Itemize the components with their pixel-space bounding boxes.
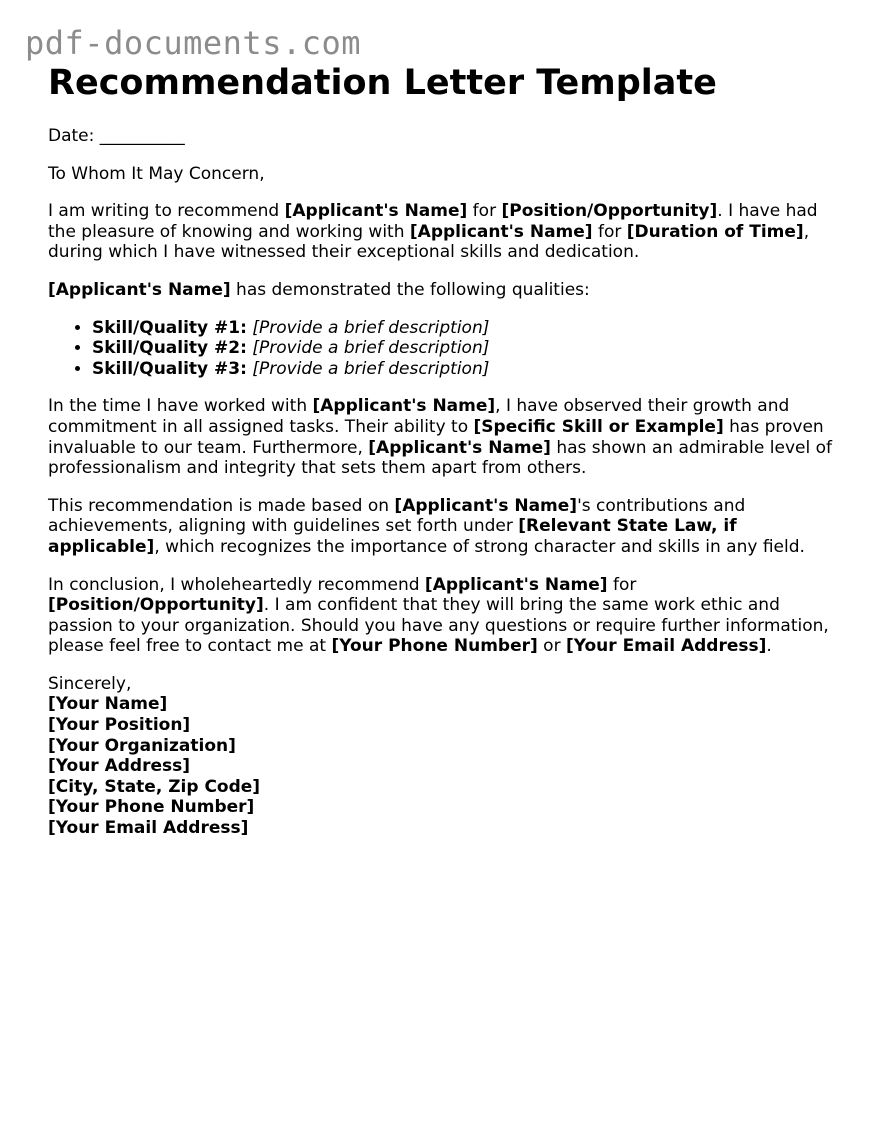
placeholder-applicant-name: [Applicant's Name]: [48, 279, 231, 300]
paragraph-qualities-intro: [Applicant's Name] has demonstrated the following qualities:: [48, 279, 590, 300]
placeholder-duration: [Duration of Time]: [626, 221, 804, 242]
placeholder-position: [Position/Opportunity]: [501, 201, 718, 222]
closing: Sincerely,: [48, 673, 132, 694]
paragraph-conclusion: In conclusion, I wholeheartedly recommend [Applicant's Name] for [Position/Opportunity]. I am confident that they will bring the same work ethic and passion to your organization. Should you have any questions or require further information, please feel free to contact me at [Your Phone Number] or [Your Email Address].: [48, 574, 829, 657]
quality-description: [Provide a brief description]: [252, 358, 490, 379]
signature-block: [48, 674, 848, 839]
signature-phone: [Your Phone Number]: [48, 797, 255, 818]
placeholder-applicant-name: [Applicant's Name]: [284, 201, 468, 222]
paragraph-basis: This recommendation is made based on [Applicant's Name]'s contributions and achievements, aligning with guidelines set forth under [Relevant State Law, if applicable], which recognizes the importance of strong character and skills in any field.: [48, 495, 805, 557]
placeholder-applicant-name: [Applicant's Name]: [424, 574, 608, 595]
quality-label: Skill/Quality #1:: [92, 317, 247, 338]
placeholder-specific-skill: [Specific Skill or Example]: [473, 416, 724, 437]
salutation: To Whom It May Concern,: [48, 163, 265, 184]
placeholder-email: [Your Email Address]: [565, 636, 767, 657]
list-item: [92, 338, 848, 359]
list-item: [92, 318, 848, 339]
date-line: Date: __________: [48, 126, 185, 146]
paragraph-intro: I am writing to recommend [Applicant's Name] for [Position/Opportunity]. I have had the pleasure of knowing and working with [Applicant's Name] for [Duration of Time], during which I have witnessed their exceptional skills and dedication.: [48, 201, 818, 263]
placeholder-position: [Position/Opportunity]: [48, 595, 264, 616]
page-title: Recommendation Letter Template: [48, 63, 717, 103]
watermark-text: pdf-documents.com: [25, 24, 362, 62]
placeholder-phone: [Your Phone Number]: [331, 636, 538, 657]
placeholder-applicant-name: [Applicant's Name]: [312, 396, 496, 417]
signature-position: [Your Position]: [48, 715, 191, 736]
placeholder-applicant-name: [Applicant's Name]: [409, 221, 593, 242]
quality-label: Skill/Quality #2:: [92, 338, 247, 359]
signature-address: [Your Address]: [48, 756, 191, 777]
placeholder-applicant-name: [Applicant's Name]: [368, 437, 551, 458]
quality-label: Skill/Quality #3:: [92, 358, 247, 379]
list-item: [92, 359, 848, 380]
quality-description: [Provide a brief description]: [252, 317, 490, 338]
paragraph-growth: In the time I have worked with [Applicant's Name], I have observed their growth and commitment in all assigned tasks. Their ability to [Specific Skill or Example] has proven invaluable to our team. Furthermore, [Applicant's Name] has shown an admirable level of professionalism and integrity that sets them apart from others.: [48, 396, 832, 479]
signature-city-state-zip: [City, State, Zip Code]: [48, 776, 261, 797]
qualities-list: [48, 318, 848, 380]
signature-organization: [Your Organization]: [48, 735, 236, 756]
placeholder-applicant-name: [Applicant's Name]: [394, 495, 578, 516]
quality-description: [Provide a brief description]: [252, 338, 490, 359]
letter-page: [48, 62, 848, 839]
placeholder-state-law: [Relevant State Law, if applicable]: [48, 516, 737, 557]
signature-name: [Your Name]: [48, 694, 168, 715]
signature-email: [Your Email Address]: [48, 818, 249, 839]
